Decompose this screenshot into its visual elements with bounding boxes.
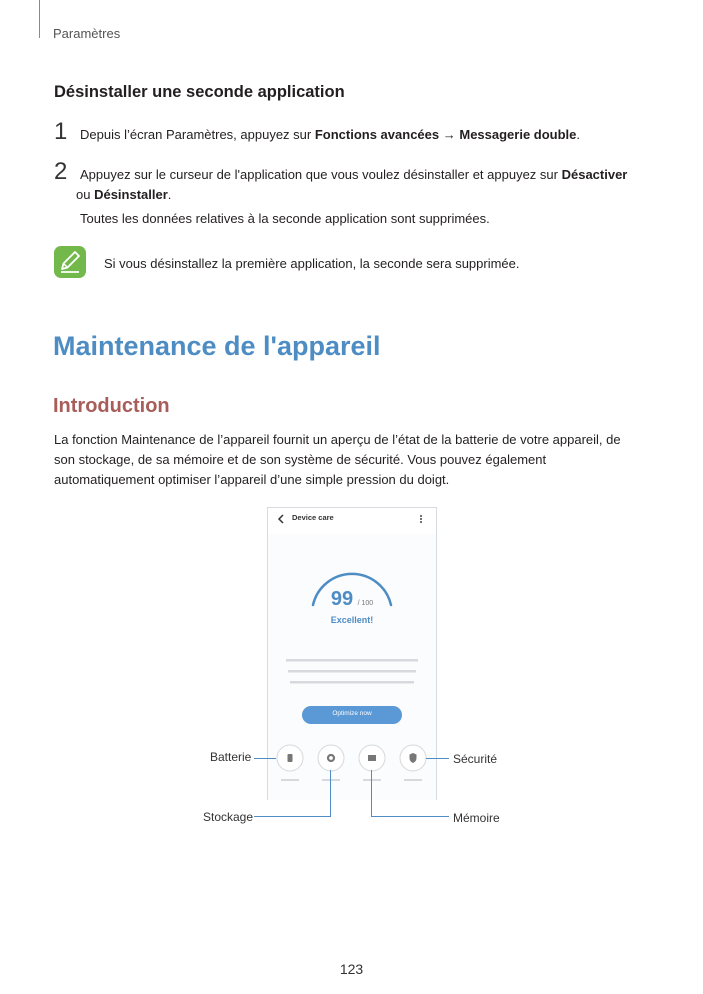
battery-icon[interactable] bbox=[288, 754, 293, 762]
score-value: 99 / 100 bbox=[330, 588, 374, 610]
step-text: Depuis l’écran Paramètres, appuyez sur Fonctions avancées → Messagerie double. bbox=[80, 127, 581, 142]
page-number: 123 bbox=[339, 961, 364, 977]
callout-line-memory-h bbox=[371, 816, 449, 817]
header-rule bbox=[39, 0, 40, 38]
callout-line-battery bbox=[254, 758, 276, 759]
chapter-title: Maintenance de l'appareil bbox=[53, 331, 381, 361]
note-box-text: Si vous désinstallez la première application, la seconde sera supprimée. bbox=[104, 256, 520, 271]
callout-line-storage-v bbox=[330, 770, 331, 817]
callout-storage: Stockage bbox=[203, 810, 254, 824]
note-pencil-icon bbox=[54, 246, 86, 278]
callout-battery: Batterie bbox=[210, 750, 252, 764]
device-care-screenshot bbox=[267, 507, 437, 800]
section-subtitle: Introduction bbox=[53, 395, 170, 417]
callout-security: Sécurité bbox=[453, 752, 498, 766]
step-text: Appuyez sur le curseur de l'application que vous voulez désinstaller et appuyez sur Désactiver ou Désinstaller. bbox=[76, 167, 628, 202]
optimize-button[interactable]: Optimize now bbox=[332, 710, 372, 717]
callout-line-memory-v bbox=[371, 770, 372, 817]
more-options-icon[interactable] bbox=[420, 515, 422, 517]
app-title: Device care bbox=[292, 513, 334, 522]
intro-paragraph: La fonction Maintenance de l’appareil fournit un aperçu de l’état de la batterie de votre appareil, de son stockage, de sa mémoire et de son système de sécurité. Vous pouvez également automatiquement optimiser l’appareil d’une simple pression du doigt. bbox=[54, 432, 621, 487]
section-heading: Désinstaller une seconde application bbox=[54, 83, 345, 101]
callout-line-storage-h bbox=[254, 816, 331, 817]
status-text: Excellent! bbox=[330, 615, 374, 625]
callout-line-security bbox=[426, 758, 449, 759]
step-note: Toutes les données relatives à la seconde application sont supprimées. bbox=[80, 211, 490, 226]
step-number: 2 bbox=[54, 158, 68, 185]
callout-memory: Mémoire bbox=[453, 811, 500, 825]
step-number: 1 bbox=[54, 118, 68, 145]
running-head: Paramètres bbox=[53, 26, 121, 41]
memory-icon[interactable] bbox=[368, 755, 376, 761]
